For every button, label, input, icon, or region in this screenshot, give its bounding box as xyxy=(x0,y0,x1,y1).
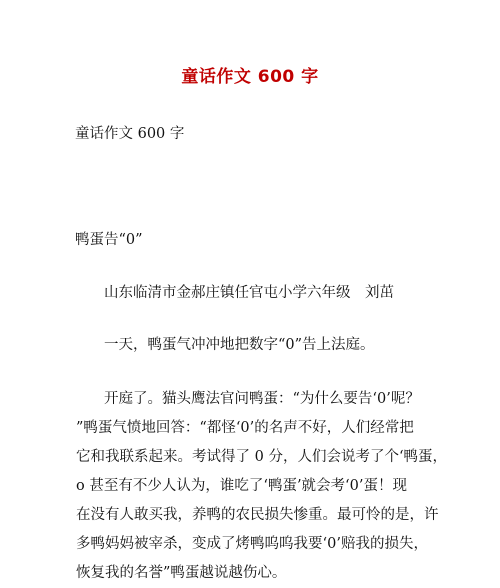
paragraph-2-line: ”鸭蛋气愤地回答：“都怪‘0’的名声不好，人们经常把 xyxy=(76,420,414,436)
story-title: 鸭蛋告“0” xyxy=(75,232,143,248)
paragraph-2-line: 在没有人敢买我，养鸭的农民损失惨重。最可怜的是，许 xyxy=(76,507,439,523)
paragraph-2-line: o 甚至有不少人认为，谁吃了‘鸭蛋’就会考‘0’蛋！现 xyxy=(76,478,407,494)
paragraph-1: 一天，鸭蛋气冲冲地把数字“0”告上法庭。 xyxy=(104,337,375,353)
subheading: 童话作文 600 字 xyxy=(75,126,185,142)
author-line: 山东临清市金郝庄镇任官屯小学六年级 刘茁 xyxy=(104,285,394,301)
paragraph-2-line: 多鸭妈妈被宰杀，变成了烤鸭呜呜我要‘0’赔我的损失， xyxy=(76,536,428,552)
paragraph-2-line: 它和我联系起来。考试得了 0 分，人们会说考了个‘鸭蛋， xyxy=(76,449,448,465)
document-title: 童话作文 600 字 xyxy=(181,67,319,87)
paragraph-2-line: 恢复我的名誉”鸭蛋越说越伤心。 xyxy=(76,565,287,581)
paragraph-2 xyxy=(76,385,448,588)
paragraph-2-line: 开庭了。猫头鹰法官问鸭蛋：“为什么要告‘0’呢？ xyxy=(104,391,420,407)
